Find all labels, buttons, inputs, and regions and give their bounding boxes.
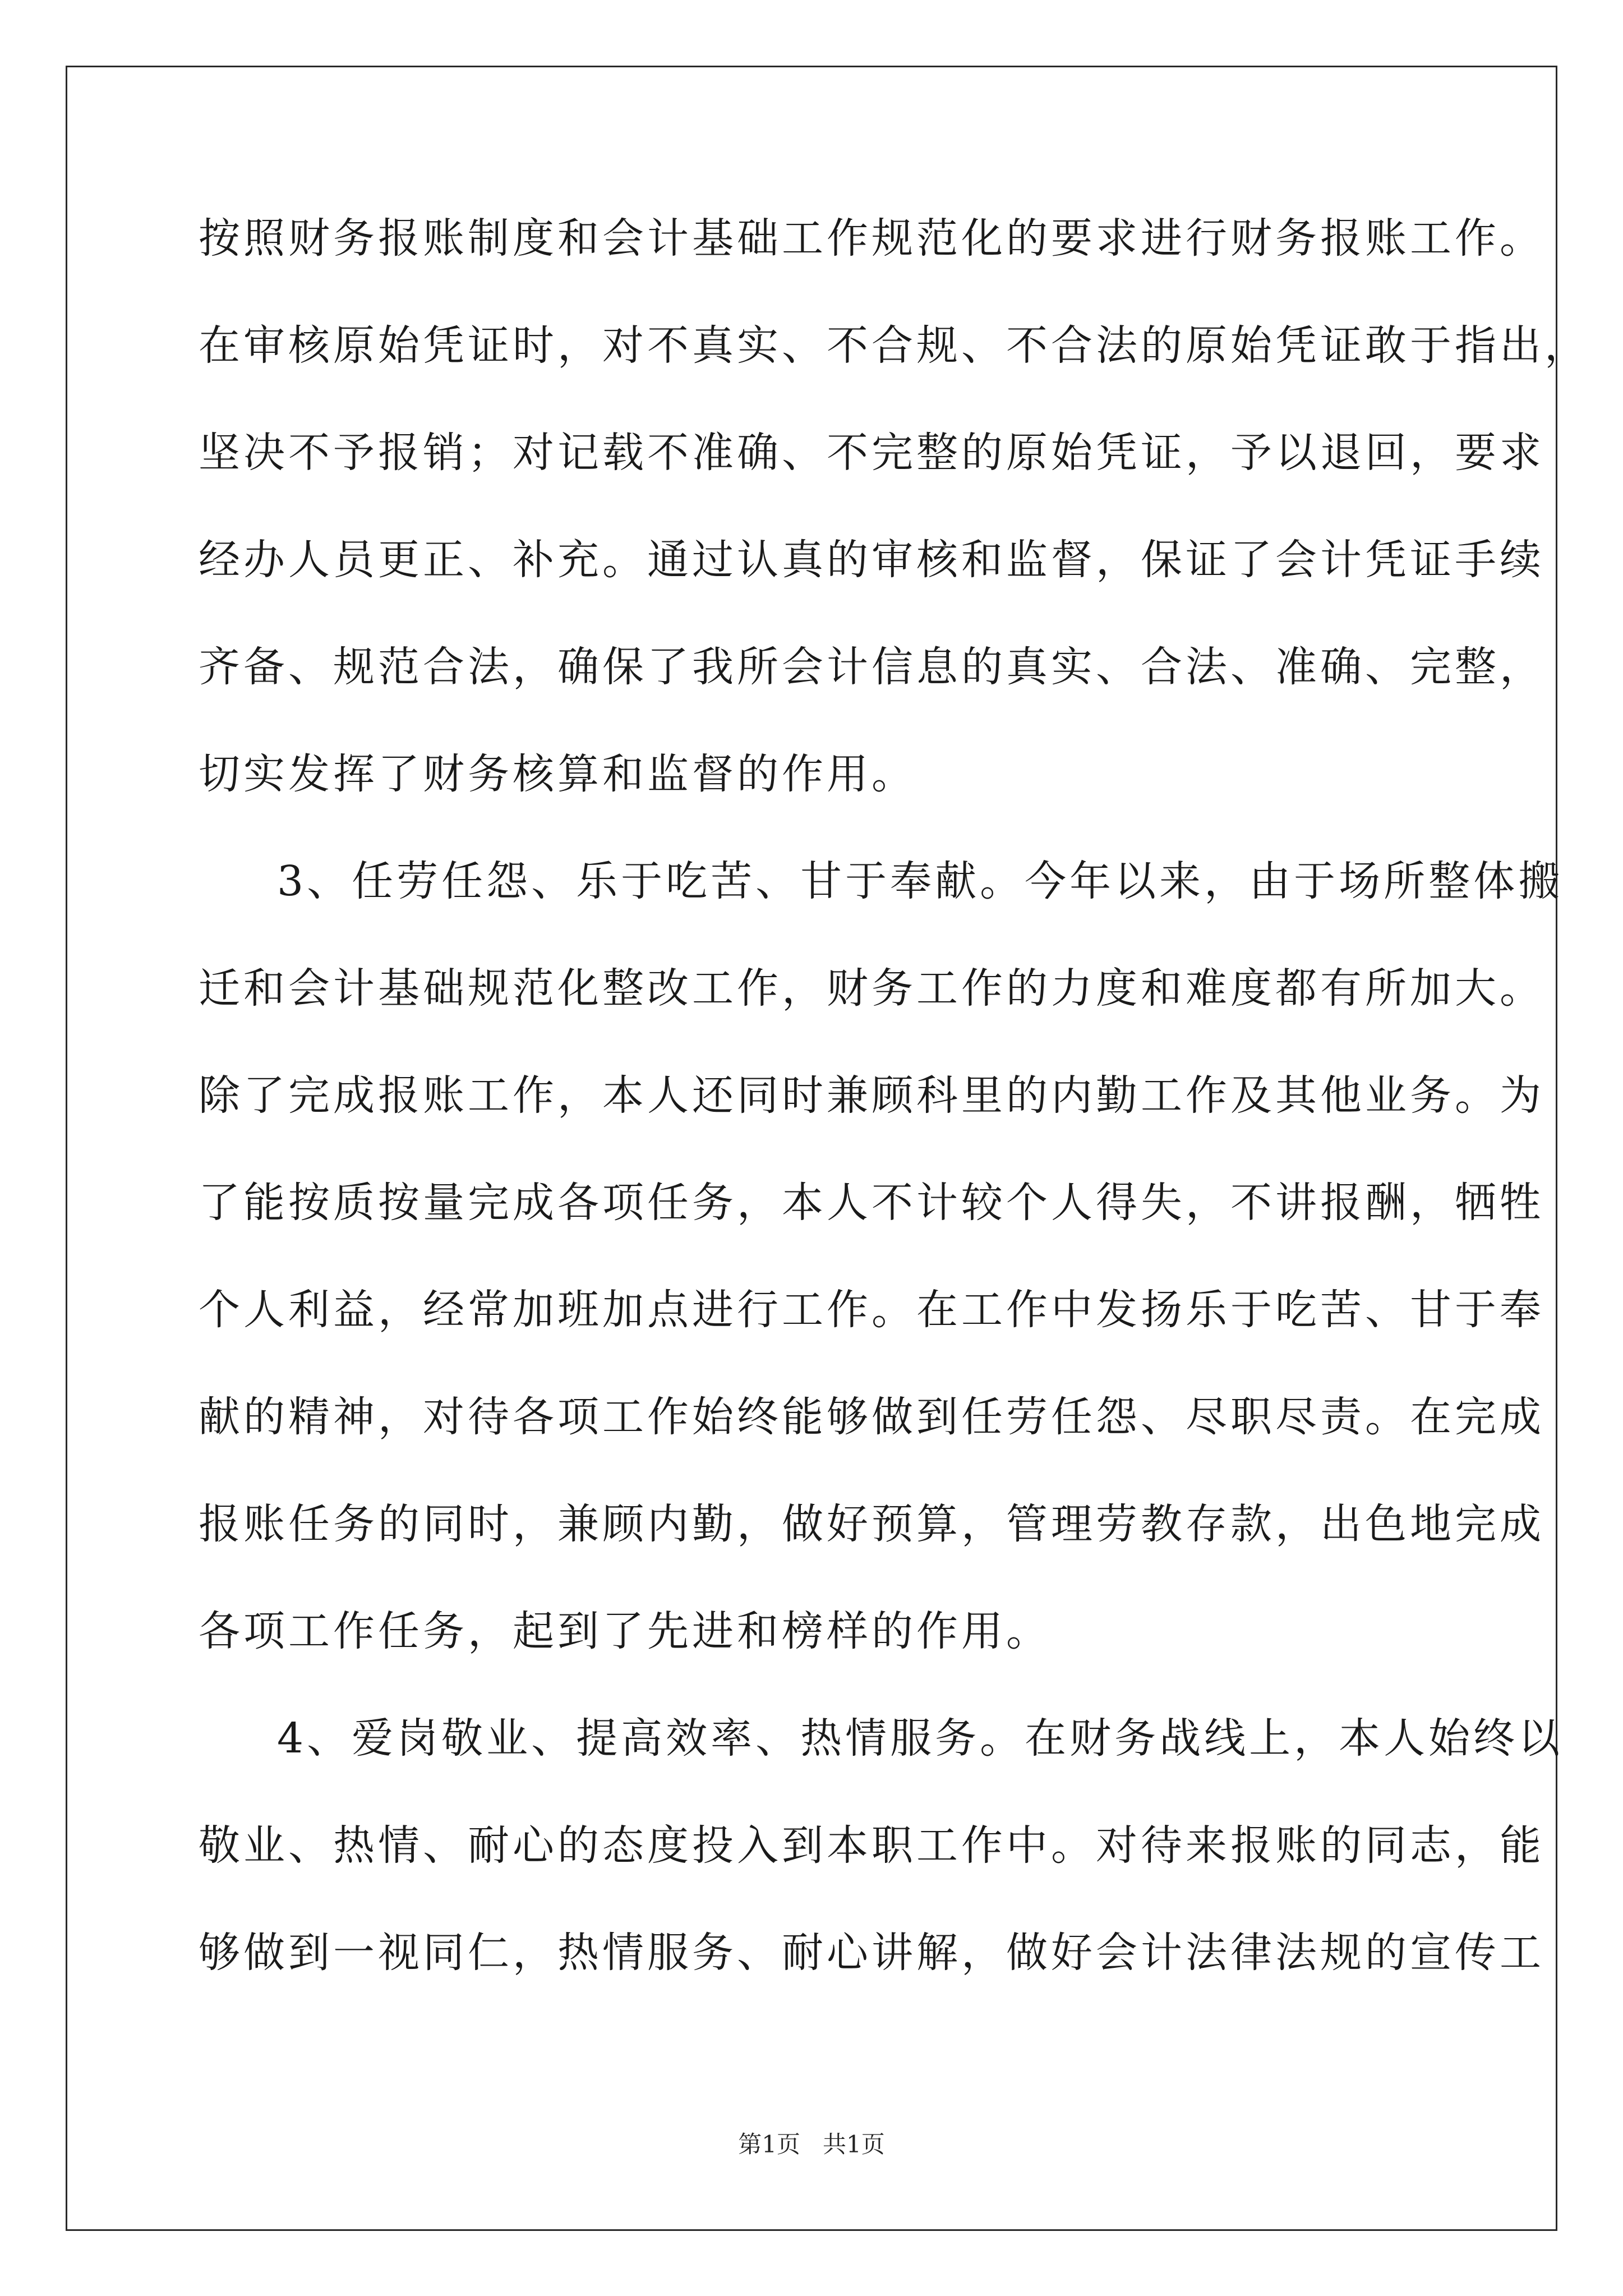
text-line: 报账任务的同时，兼顾内勤，做好预算，管理劳教存款，出色地完成	[199, 1500, 1544, 1548]
text-line: 献的精神，对待各项工作始终能够做到任劳任怨、尽职尽责。在完成	[199, 1393, 1544, 1441]
text-line: 在审核原始凭证时，对不真实、不合规、不合法的原始凭证敢于指出，	[199, 321, 1589, 370]
text-line: 齐备、规范合法，确保了我所会计信息的真实、合法、准确、完整，	[199, 643, 1544, 691]
text-line: 够做到一视同仁，热情服务、耐心讲解，做好会计法律法规的宣传工	[199, 1929, 1544, 1977]
text-line: 按照财务报账制度和会计基础工作规范化的要求进行财务报账工作。	[199, 214, 1544, 263]
page-footer	[0, 2126, 1623, 2160]
text-line: 坚决不予报销；对记载不准确、不完整的原始凭证，予以退回，要求	[199, 429, 1544, 477]
text-line: 经办人员更正、补充。通过认真的审核和监督，保证了会计凭证手续	[199, 536, 1544, 584]
text-line: 各项工作任务，起到了先进和榜样的作用。	[199, 1607, 1051, 1655]
text-line: 除了完成报账工作，本人还同时兼顾科里的内勤工作及其他业务。为	[199, 1071, 1544, 1120]
document-body	[199, 185, 1589, 2007]
text-line: 了能按质按量完成各项任务，本人不计较个人得失，不讲报酬，牺牲	[199, 1179, 1544, 1227]
paragraph-start-line: 3、任劳任怨、乐于吃苦、甘于奉献。今年以来，由于场所整体搬	[277, 857, 1564, 905]
text-line: 敬业、热情、耐心的态度投入到本职工作中。对待来报账的同志，能	[199, 1821, 1544, 1870]
paragraph-start-line: 4、爱岗敬业、提高效率、热情服务。在财务战线上，本人始终以	[277, 1714, 1564, 1763]
text-line: 个人利益，经常加班加点进行工作。在工作中发扬乐于吃苦、甘于奉	[199, 1286, 1544, 1334]
text-line: 切实发挥了财务核算和监督的作用。	[199, 750, 916, 798]
text-line: 迁和会计基础规范化整改工作，财务工作的力度和难度都有所加大。	[199, 964, 1544, 1013]
page-number: 第1页	[738, 2131, 800, 2158]
page-total: 共1页	[823, 2131, 885, 2158]
